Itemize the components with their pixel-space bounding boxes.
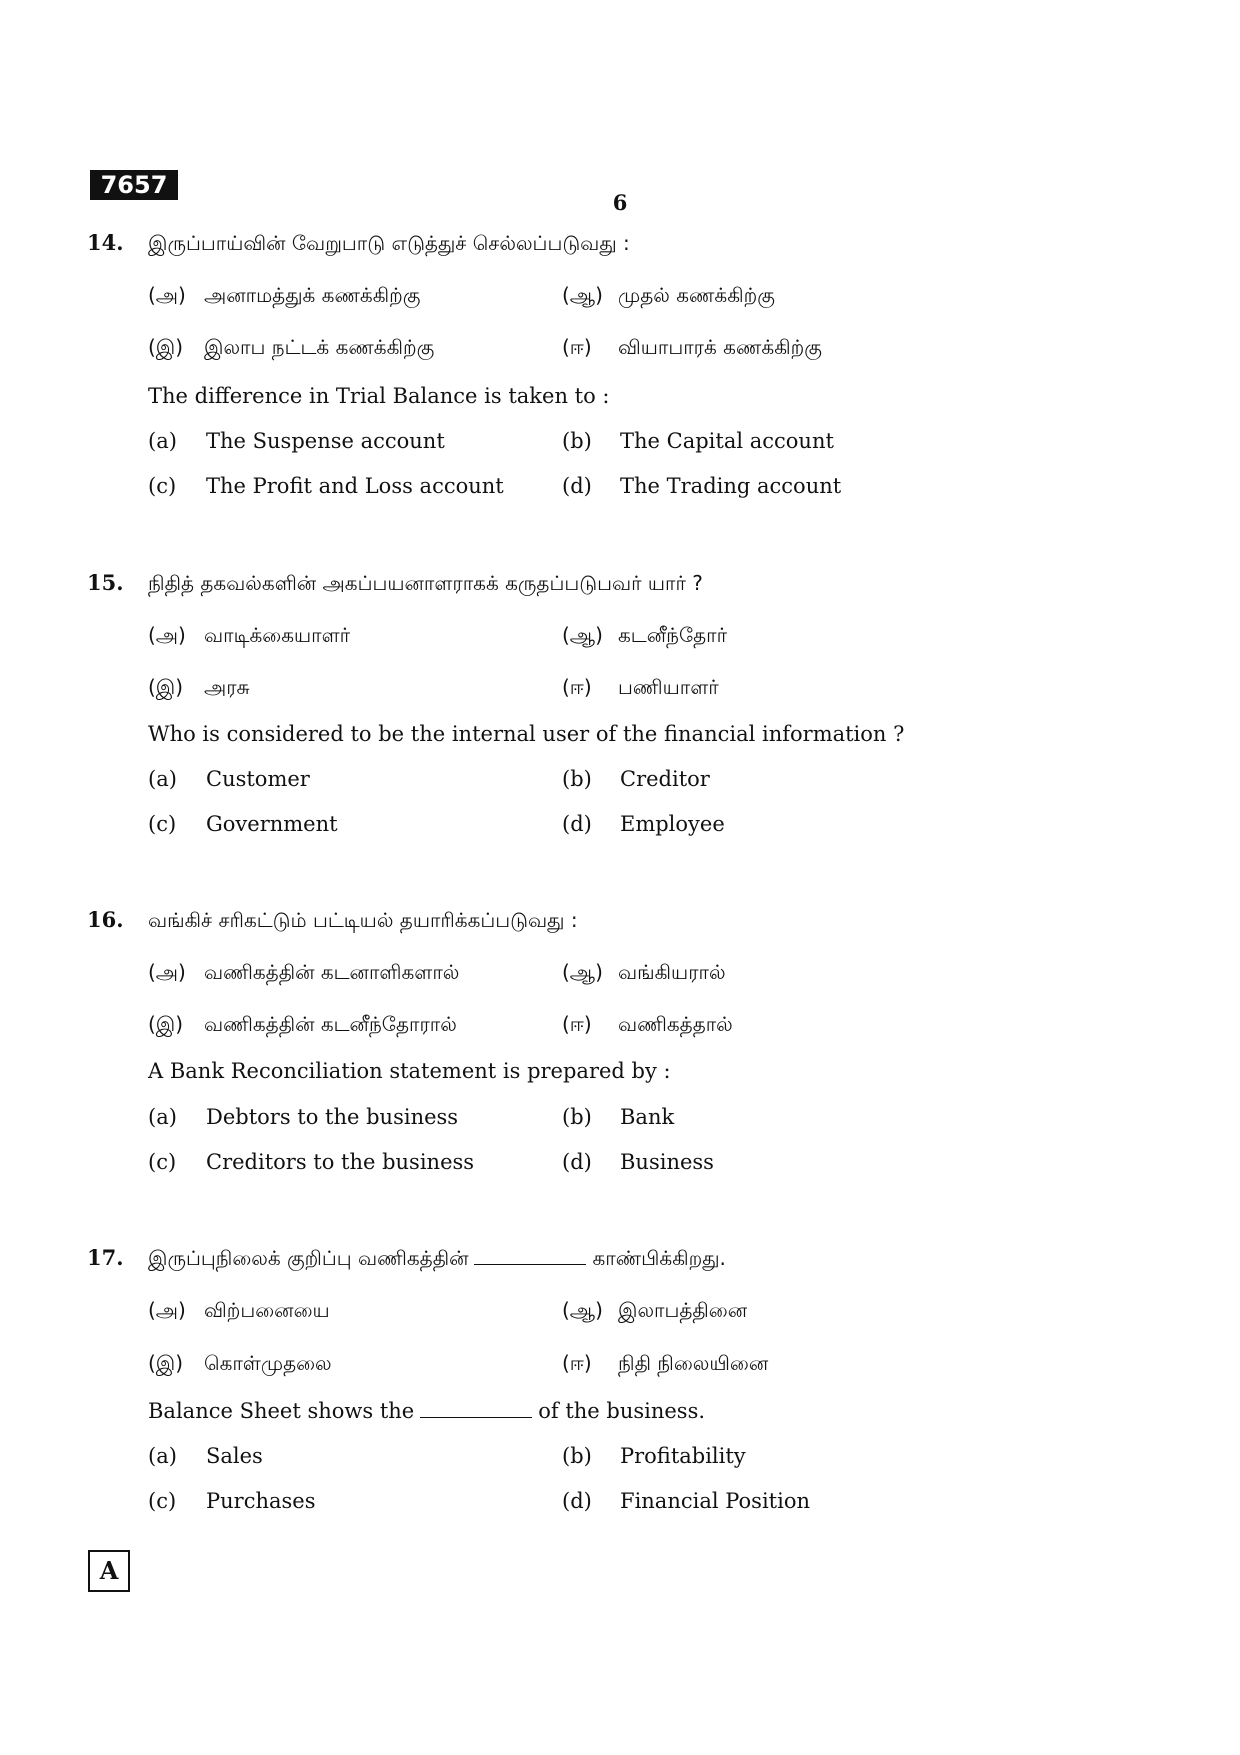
tamil-option: (ஈ) பணியாளர் xyxy=(562,675,719,699)
english-option: (c) The Profit and Loss account xyxy=(148,474,504,498)
tamil-question: வங்கிச் சரிகட்டும் பட்டியல் தயாரிக்கப்படுவது : xyxy=(148,908,578,932)
tamil-option: (ஆ) முதல் கணக்கிற்கு xyxy=(562,283,775,307)
tamil-question: இருப்புநிலைக் குறிப்பு வணிகத்தின் காண்பிக்கிறது. xyxy=(148,1246,726,1270)
english-option: (a) Debtors to the business xyxy=(148,1105,459,1129)
tamil-question: இருப்பாய்வின் வேறுபாடு எடுத்துச் செல்லப்படுவது : xyxy=(148,231,630,255)
tamil-option: (ஈ) வணிகத்தால் xyxy=(562,1012,733,1036)
english-option: (a) Sales xyxy=(148,1444,263,1468)
english-option: (d) Business xyxy=(562,1150,714,1174)
english-option: (a) Customer xyxy=(148,767,310,791)
english-question: A Bank Reconciliation statement is prepared by : xyxy=(148,1059,671,1083)
tamil-option: (ஆ) இலாபத்தினை xyxy=(562,1298,748,1322)
tamil-option: (அ) அனாமத்துக் கணக்கிற்கு xyxy=(148,283,421,307)
english-option: (c) Creditors to the business xyxy=(148,1150,475,1174)
question-number: 15. xyxy=(87,570,124,595)
english-question: Who is considered to be the internal user of the financial information ? xyxy=(148,722,905,746)
english-question: Balance Sheet shows the of the business. xyxy=(148,1399,706,1423)
question-number: 14. xyxy=(87,230,124,255)
tamil-option: (ஈ) நிதி நிலையினை xyxy=(562,1351,769,1375)
tamil-question: நிதித் தகவல்களின் அகப்பயனாளராகக் கருதப்படுபவர் யார் ? xyxy=(148,571,703,595)
english-option: (b) The Capital account xyxy=(562,429,834,453)
english-question: The difference in Trial Balance is taken to : xyxy=(148,384,610,408)
tamil-option: (இ) இலாப நட்டக் கணக்கிற்கு xyxy=(148,335,435,359)
english-option: (a) The Suspense account xyxy=(148,429,445,453)
answer-blank xyxy=(420,1399,532,1418)
tamil-option: (அ) விற்பனையை xyxy=(148,1298,330,1322)
english-option: (c) Purchases xyxy=(148,1489,316,1513)
tamil-option: (அ) வாடிக்கையாளர் xyxy=(148,623,351,647)
page-number: 6 xyxy=(612,190,628,215)
english-option: (b) Bank xyxy=(562,1105,675,1129)
tamil-option: (இ) அரசு xyxy=(148,675,250,699)
english-option: (d) Employee xyxy=(562,812,725,836)
tamil-option: (ஆ) கடனீந்தோர் xyxy=(562,623,728,647)
tamil-option: (இ) வணிகத்தின் கடனீந்தோரால் xyxy=(148,1012,457,1036)
question-number: 17. xyxy=(87,1245,124,1270)
question-number: 16. xyxy=(87,907,124,932)
answer-blank xyxy=(474,1246,586,1265)
english-option: (b) Profitability xyxy=(562,1444,746,1468)
english-option: (b) Creditor xyxy=(562,767,710,791)
paper-code: 7657 xyxy=(90,170,178,200)
tamil-option: (இ) கொள்முதலை xyxy=(148,1351,332,1375)
english-option: (d) Financial Position xyxy=(562,1489,810,1513)
english-option: (d) The Trading account xyxy=(562,474,842,498)
section-label: A xyxy=(88,1550,130,1592)
english-option: (c) Government xyxy=(148,812,338,836)
tamil-option: (ஆ) வங்கியரால் xyxy=(562,960,726,984)
tamil-option: (ஈ) வியாபாரக் கணக்கிற்கு xyxy=(562,335,822,359)
tamil-option: (அ) வணிகத்தின் கடனாளிகளால் xyxy=(148,960,460,984)
